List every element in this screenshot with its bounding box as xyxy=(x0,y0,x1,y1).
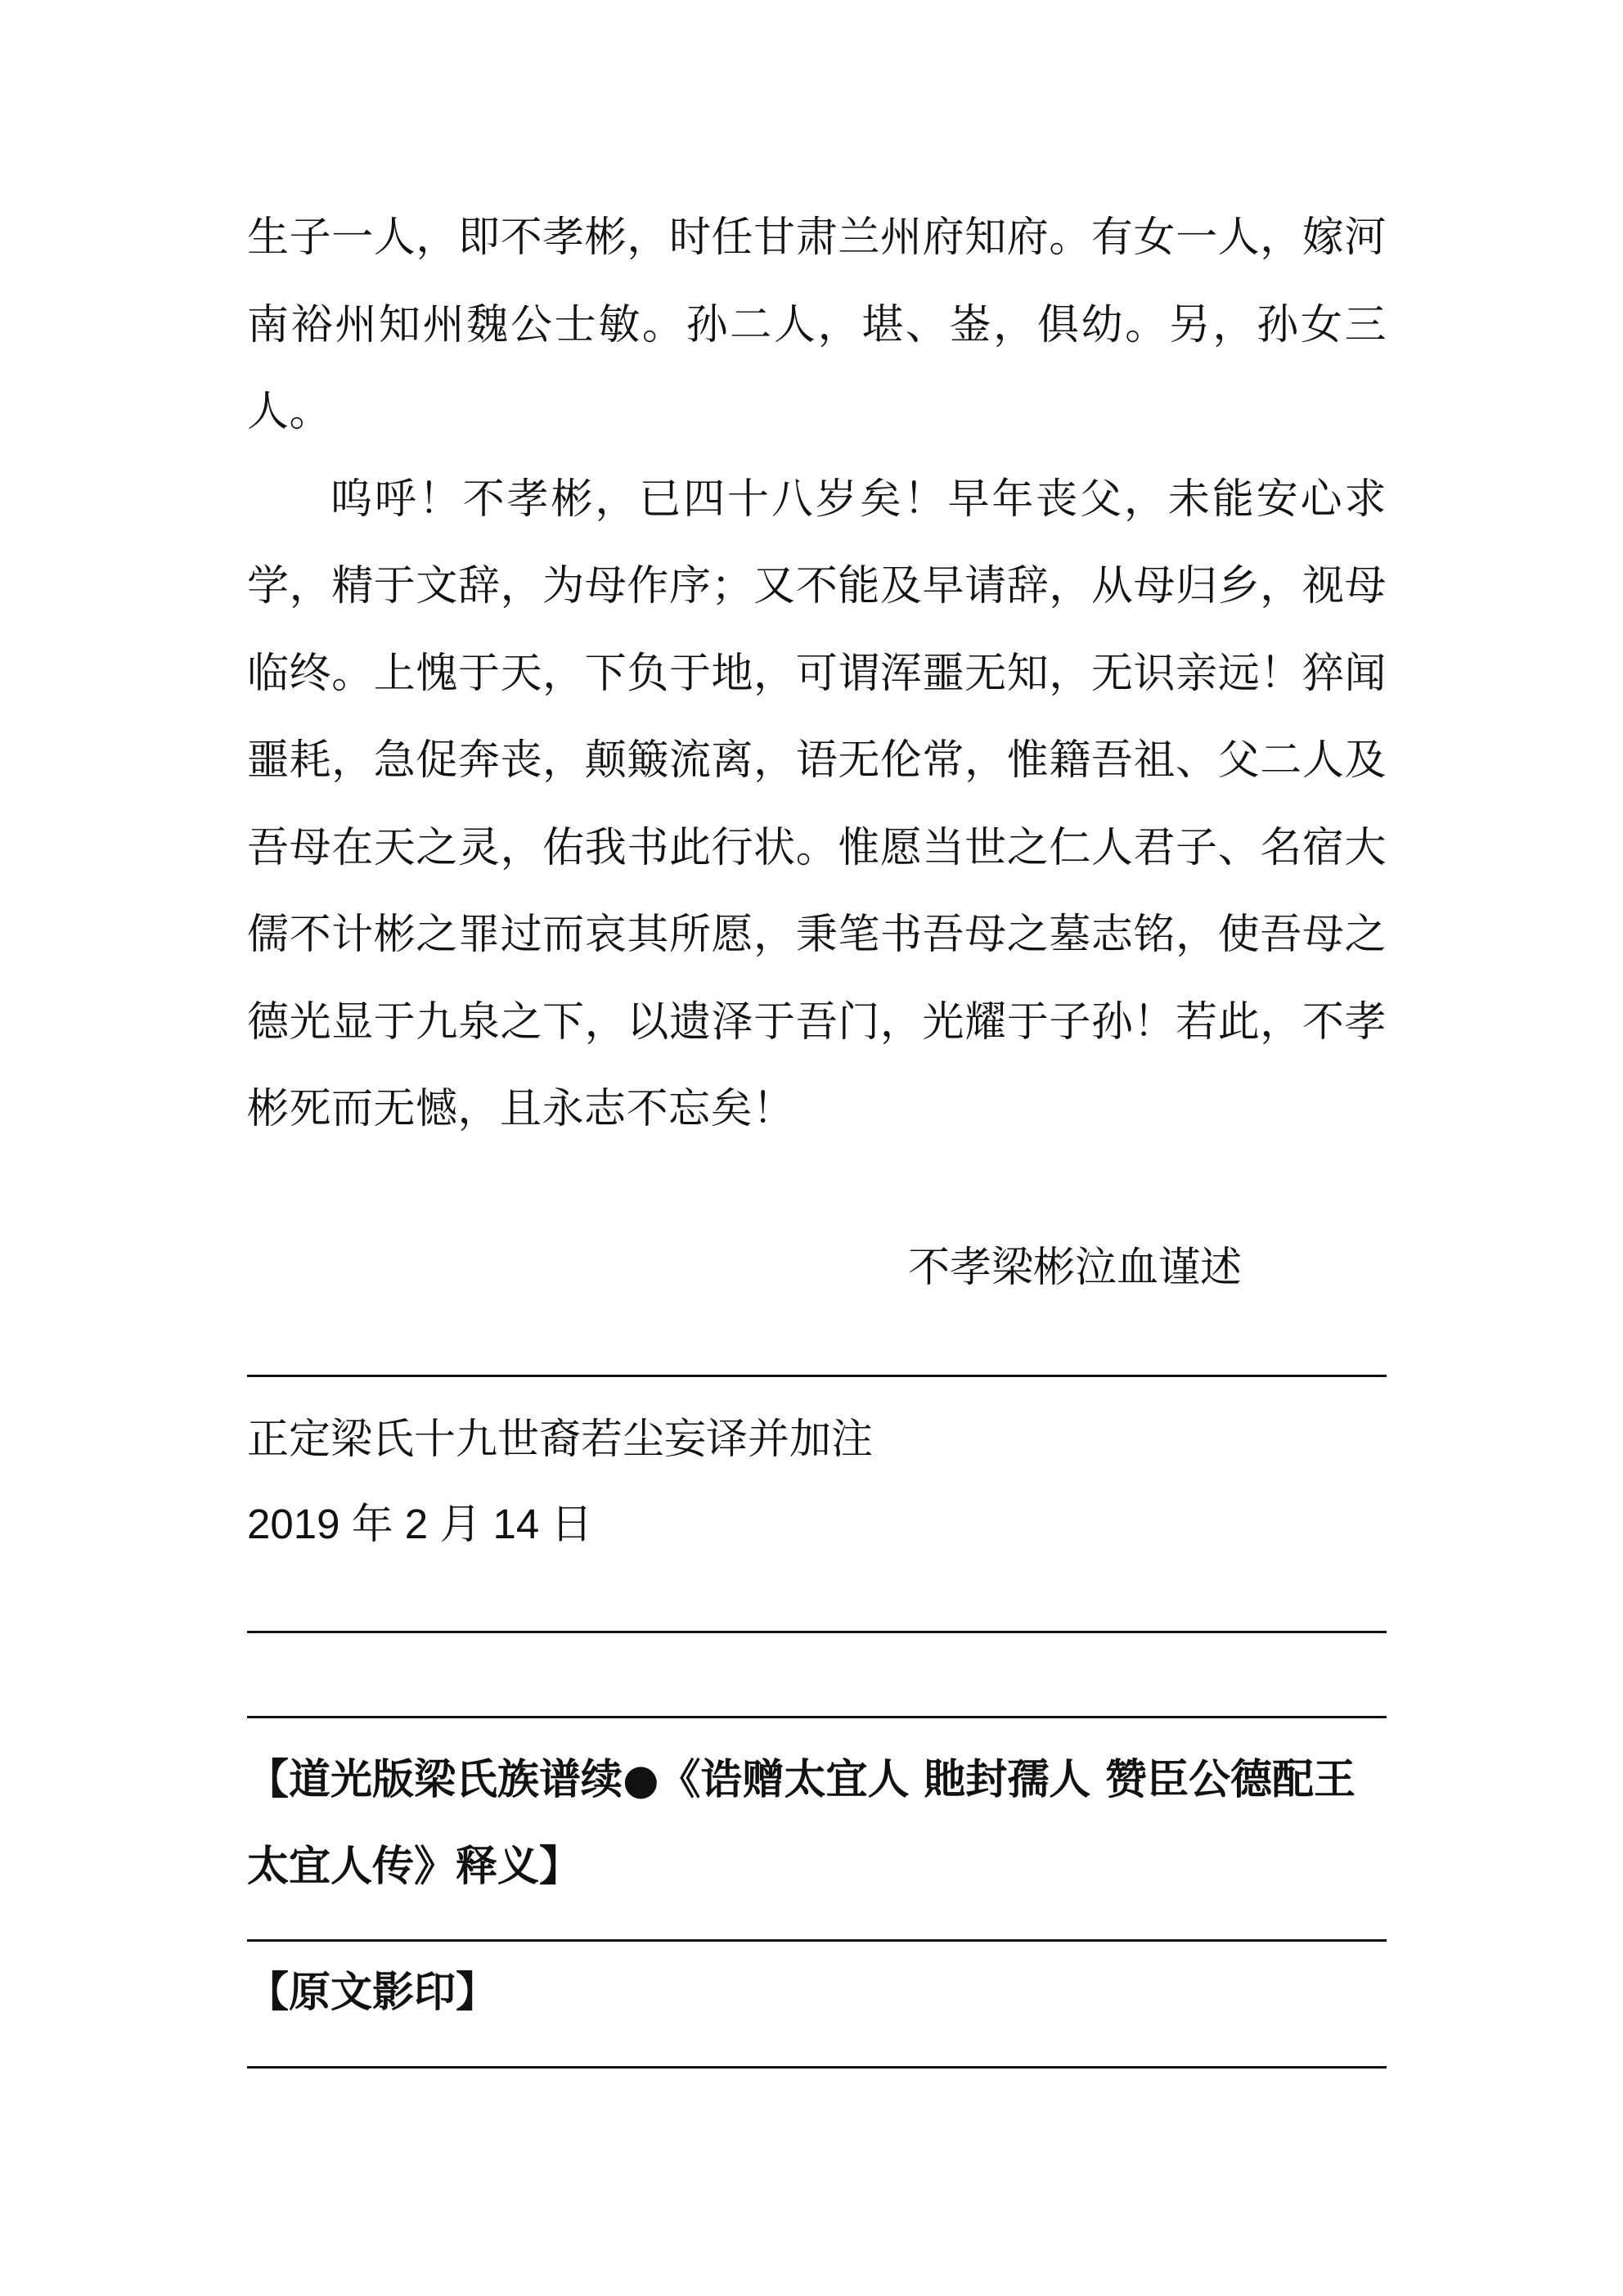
date-line: 2019 年 2 月 14 日 xyxy=(247,1501,593,1547)
divider-rule xyxy=(247,1631,1387,1633)
divider-rule xyxy=(247,1939,1387,1942)
divider-rule xyxy=(247,1716,1387,1718)
paragraph-family: 生子一人，即不孝彬，时任甘肃兰州府知府。有女一人，嫁河南裕州知州魏公士敏。孙二人，堪、崟，俱幼。另，孙女三人。 xyxy=(247,214,1387,436)
translator-note: 正定梁氏十九世裔若尘妄译并加注 xyxy=(247,1416,874,1464)
subsection-title: 【原文影印】 xyxy=(247,1968,498,2017)
divider-rule xyxy=(247,2066,1387,2069)
body-text xyxy=(247,195,1387,1154)
paragraph-lament: 呜呼！不孝彬，已四十八岁矣！早年丧父，未能安心求学，精于文辞，为母作序；又不能及早请辞，从母归乡，视母临终。上愧于天，下负于地，可谓浑噩无知，无识亲远！猝闻噩耗，急促奔丧，颠簸流离，语无伦常，惟籍吾祖、父二人及吾母在天之灵，佑我书此行状。惟愿当世之仁人君子、名宿大儒不计彬之罪过而哀其所愿，秉笔书吾母之墓志铭，使吾母之德光显于九泉之下，以遗泽于吾门，光耀于子孙！若此，不孝彬死而无憾，且永志不忘矣！ xyxy=(247,475,1387,1133)
divider-rule xyxy=(247,1375,1387,1377)
signature: 不孝梁彬泣血谨述 xyxy=(908,1244,1243,1292)
section-title: 【道光版梁氏族谱续●《诰赠太宜人 貤封孺人 赞臣公德配王太宜人传》释义】 xyxy=(247,1755,1356,1891)
